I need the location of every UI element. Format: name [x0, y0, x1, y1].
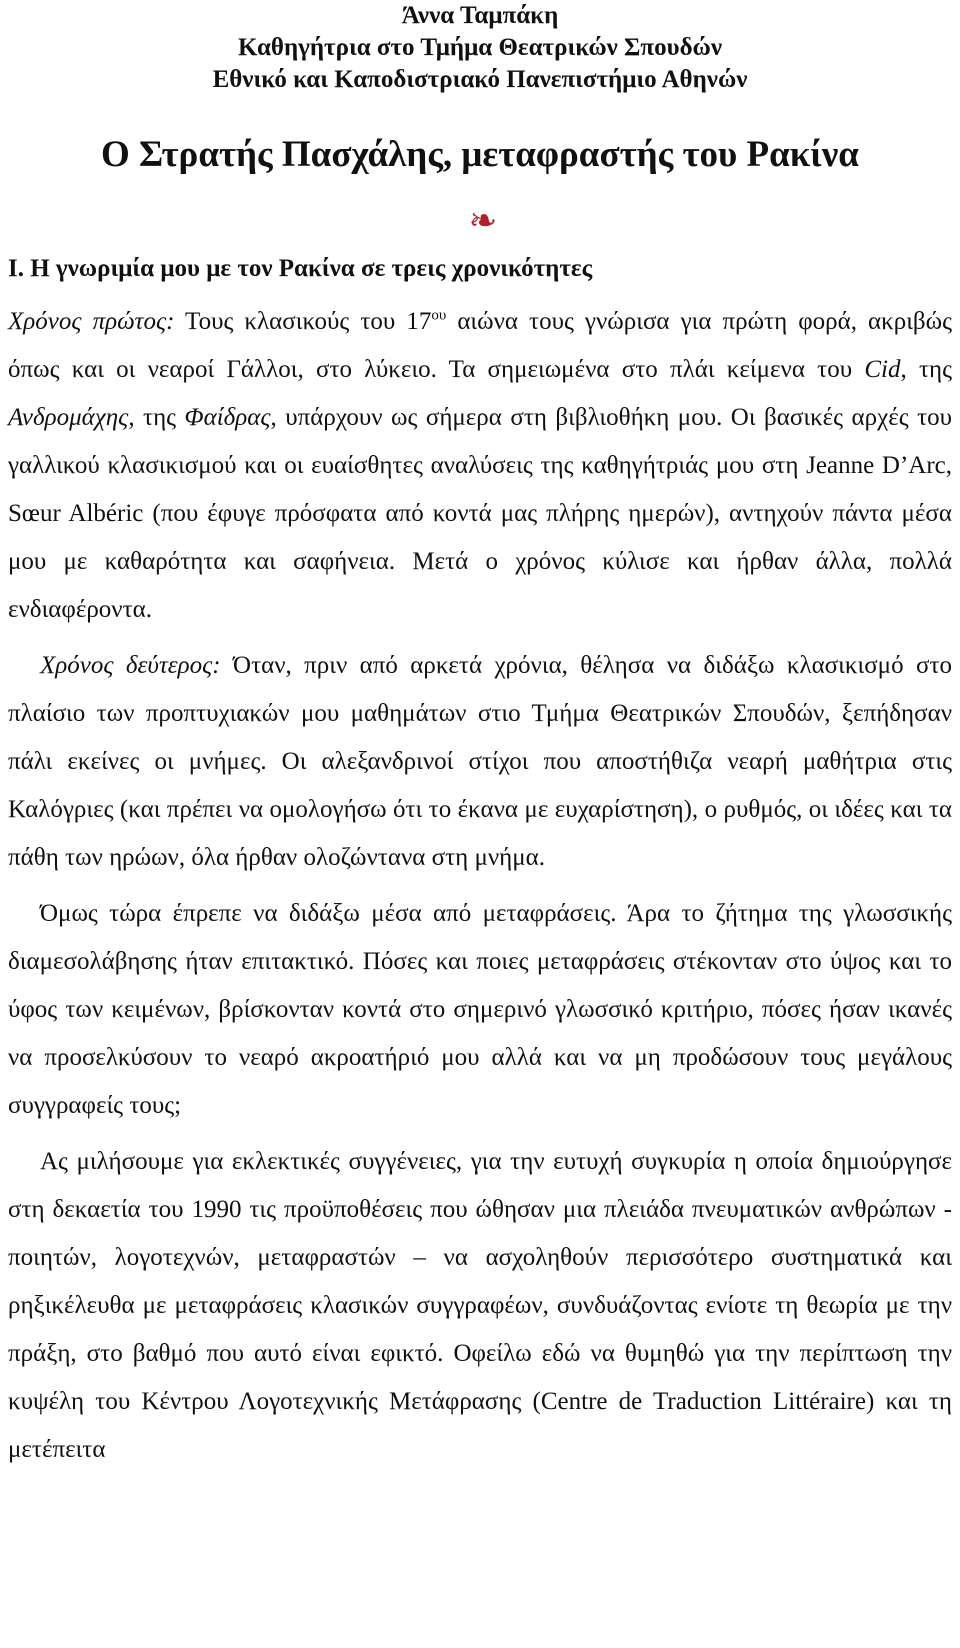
paragraph-lead: Χρόνος πρώτος: — [8, 308, 175, 335]
work-title-phaedra: Φαίδρας — [184, 404, 271, 431]
paragraph-text: Τους κλασικούς του 17 — [174, 308, 432, 335]
paragraph-text: , της — [128, 404, 185, 431]
paragraph-second-time — [8, 642, 952, 882]
fleuron-icon: ❧ — [468, 203, 498, 240]
paragraph-text: αιώνα τους γνώρισα για πρώτη φορά, ακριβώς όπως και οι νεαροί Γάλλοι, στο λύκειο. Τα σημειωμένα στο πλάι κείμενα του — [8, 308, 952, 383]
paragraph-first-time — [8, 298, 952, 634]
author-position: Καθηγήτρια στο Τμήμα Θεατρικών Σπουδών — [238, 34, 722, 61]
paragraph-text: Όταν, πριν από αρκετά χρόνια, θέλησα να διδάξω κλασικισμό στο πλαίσιο των προπτυχιακών μου μαθημάτων στιο Τμήμα Θεατρικών Σπουδών, ξεπήδησαν πάλι εκείνες οι μνήμες. Οι αλεξανδρινοί στίχοι που αποστήθιζα νεαρή μαθήτρια στις Καλόγριες (και πρέπει να ομολογήσω ότι το έκανα με ευχαρίστηση), ο ρυθμός, οι ιδέες και τα πάθη των ηρώων, όλα ήρθαν ολοζώντανα στη μνήμα. — [8, 652, 952, 871]
work-title-cid: Cid — [864, 356, 901, 383]
superscript: ου — [431, 307, 447, 324]
article-title: Ο Στρατής Πασχάλης, μεταφραστής του Ρακίνα — [101, 134, 859, 175]
paragraph-affinities: Ας μιλήσουμε για εκλεκτικές συγγένειες, για την ευτυχή συγκυρία η οποία δημιούργησε στη δεκαετία του 1990 τις προϋποθέσεις που ώθησαν μια πλειάδα πνευματικών ανθρώπων - ποιητών, λογοτεχνών, μεταφραστών – να ασχοληθούν περισσότερο συστηματικά και ρηξικέλευθα με μεταφράσεις κλασικών συγγραφέων, συνδυάζοντας ενίοτε τη θεωρία με την πράξη, στο βαθμό που αυτό είναι εφικτό. Οφείλω εδώ να θυμηθώ για την περίπτωση την κυψέλη του Κέντρου Λογοτεχνικής Μετάφρασης (Centre de Traduction Littéraire) και τη μετέπειτα — [8, 1148, 952, 1463]
paragraph-lead: Χρόνος δεύτερος: — [40, 652, 221, 679]
author-university: Εθνικό και Καποδιστριακό Πανεπιστήμιο Αθηνών — [212, 66, 748, 93]
work-title-andromache: Ανδρομάχης — [8, 404, 129, 431]
section-heading: Ι. Η γνωριμία μου με τον Ρακίνα σε τρεις χρονικότητες — [8, 255, 593, 282]
paragraph-text: , της — [900, 356, 952, 383]
paragraph-translations: Όμως τώρα έπρεπε να διδάξω μέσα από μεταφράσεις. Άρα το ζήτημα της γλωσσικής διαμεσολάβησης ήταν επιτακτικό. Πόσες και ποιες μεταφράσεις στέκονταν στο ύψος και το ύφος των κειμένων, βρίσκονταν κοντά στο σημερινό γλωσσικό κριτήριο, πόσες ήσαν ικανές να προσελκύσουν το νεαρό ακροατήριό μου αλλά και να μη προδώσουν τους μεγάλους συγγραφείς τους; — [8, 900, 952, 1119]
author-name: Άννα Ταμπάκη — [401, 2, 559, 29]
author-header — [8, 0, 952, 96]
paragraph-text: , υπάρχουν ως σήμερα στη βιβλιοθήκη μου. Οι βασικές αρχές του γαλλικού κλασικισμού και οι ευαίσθητες αναλύσεις της καθηγήτριάς μου στη Jeanne D’Arc, Sœur Albéric (που έφυγε πρόσφατα από κοντά μας πλήρης ημερών), αντηχούν πάντα μέσα μου με καθαρότητα και σαφήνεια. Μετά ο χρόνος κύλισε και ήρθαν άλλα, πολλά ενδιαφέροντα. — [8, 404, 952, 623]
